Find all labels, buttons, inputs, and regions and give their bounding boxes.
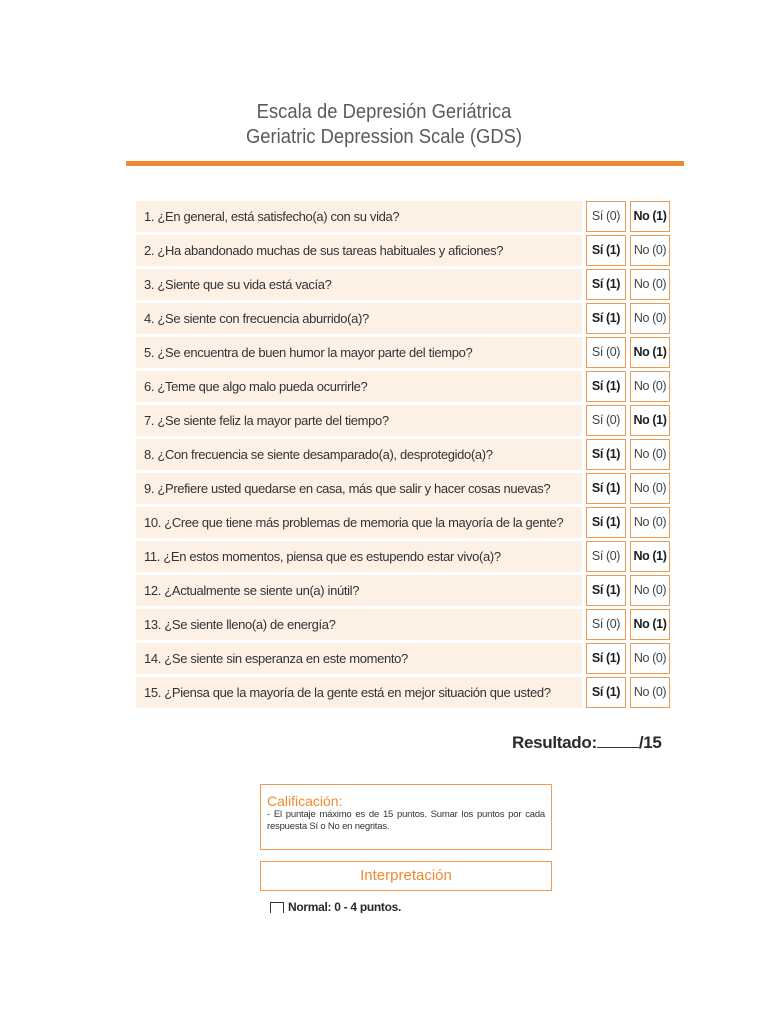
question-row xyxy=(136,269,676,300)
question-row xyxy=(136,677,676,708)
answer-si[interactable]: Sí (0) xyxy=(586,337,626,368)
answer-no[interactable]: No (0) xyxy=(630,235,670,266)
question-text: 8. ¿Con frecuencia se siente desamparado(a), desprotegido(a)? xyxy=(136,439,582,470)
question-text: 15. ¿Piensa que la mayoría de la gente está en mejor situación que usted? xyxy=(136,677,582,708)
answer-no[interactable]: No (0) xyxy=(630,575,670,606)
question-text: 10. ¿Cree que tiene más problemas de memoria que la mayoría de la gente? xyxy=(136,507,582,538)
question-row xyxy=(136,371,676,402)
answer-no[interactable]: No (0) xyxy=(630,473,670,504)
interpretation-normal-row xyxy=(260,897,560,913)
question-row xyxy=(136,575,676,606)
answer-no[interactable]: No (1) xyxy=(630,609,670,640)
answer-no[interactable]: No (0) xyxy=(630,269,670,300)
result-line xyxy=(512,733,662,753)
title-spanish: Escala de Depresión Geriátrica xyxy=(256,101,512,123)
answer-no[interactable]: No (1) xyxy=(630,405,670,436)
result-blank[interactable] xyxy=(597,733,639,748)
question-text: 14. ¿Se siente sin esperanza en este momento? xyxy=(136,643,582,674)
question-text: 7. ¿Se siente feliz la mayor parte del tiempo? xyxy=(136,405,582,436)
page-title xyxy=(31,100,738,150)
answer-no[interactable]: No (1) xyxy=(630,201,670,232)
answer-no[interactable]: No (0) xyxy=(630,643,670,674)
answer-si[interactable]: Sí (1) xyxy=(586,303,626,334)
answer-si[interactable]: Sí (0) xyxy=(586,541,626,572)
question-row xyxy=(136,507,676,538)
interpretation-header: Interpretación xyxy=(260,861,552,891)
result-label: Resultado: xyxy=(512,733,597,752)
answer-si[interactable]: Sí (1) xyxy=(586,473,626,504)
answer-no[interactable]: No (1) xyxy=(630,337,670,368)
answer-si[interactable]: Sí (1) xyxy=(586,507,626,538)
question-row xyxy=(136,303,676,334)
question-row xyxy=(136,201,676,232)
question-text: 1. ¿En general, está satisfecho(a) con su vida? xyxy=(136,201,582,232)
question-row xyxy=(136,541,676,572)
answer-si[interactable]: Sí (0) xyxy=(586,609,626,640)
answer-no[interactable]: No (0) xyxy=(630,677,670,708)
answer-si[interactable]: Sí (1) xyxy=(586,575,626,606)
normal-label: Normal: 0 - 4 puntos. xyxy=(288,900,402,913)
answer-si[interactable]: Sí (1) xyxy=(586,439,626,470)
answer-no[interactable]: No (0) xyxy=(630,303,670,334)
answer-si[interactable]: Sí (1) xyxy=(586,371,626,402)
scoring-box xyxy=(260,784,552,850)
answer-si[interactable]: Sí (1) xyxy=(586,643,626,674)
orange-divider xyxy=(126,161,684,166)
answer-no[interactable]: No (0) xyxy=(630,371,670,402)
question-row xyxy=(136,473,676,504)
question-text: 5. ¿Se encuentra de buen humor la mayor parte del tiempo? xyxy=(136,337,582,368)
answer-si[interactable]: Sí (1) xyxy=(586,269,626,300)
question-row xyxy=(136,643,676,674)
question-text: 2. ¿Ha abandonado muchas de sus tareas habituales y aficiones? xyxy=(136,235,582,266)
question-text: 12. ¿Actualmente se siente un(a) inútil? xyxy=(136,575,582,606)
title-english: Geriatric Depression Scale (GDS) xyxy=(245,126,523,148)
question-text: 4. ¿Se siente con frecuencia aburrido(a)? xyxy=(136,303,582,334)
question-row xyxy=(136,439,676,470)
answer-si[interactable]: Sí (0) xyxy=(586,405,626,436)
question-text: 11. ¿En estos momentos, piensa que es estupendo estar vivo(a)? xyxy=(136,541,582,572)
question-row xyxy=(136,337,676,368)
answer-no[interactable]: No (0) xyxy=(630,439,670,470)
question-row xyxy=(136,235,676,266)
questions-table xyxy=(136,201,676,711)
question-text: 6. ¿Teme que algo malo pueda ocurrirle? xyxy=(136,371,582,402)
question-text: 13. ¿Se siente lleno(a) de energía? xyxy=(136,609,582,640)
answer-si[interactable]: Sí (1) xyxy=(586,235,626,266)
answer-si[interactable]: Sí (0) xyxy=(586,201,626,232)
scoring-text: - El puntaje máximo es de 15 puntos. Sumar los puntos por cada respuesta Sí o No en negritas. xyxy=(267,809,545,832)
answer-no[interactable]: No (0) xyxy=(630,507,670,538)
result-total: /15 xyxy=(638,733,662,752)
question-text: 3. ¿Siente que su vida está vacía? xyxy=(136,269,582,300)
answer-no[interactable]: No (1) xyxy=(630,541,670,572)
question-row xyxy=(136,405,676,436)
normal-checkbox[interactable] xyxy=(270,902,284,913)
question-row xyxy=(136,609,676,640)
scoring-title: Calificación: xyxy=(267,793,343,809)
question-text: 9. ¿Prefiere usted quedarse en casa, más que salir y hacer cosas nuevas? xyxy=(136,473,582,504)
answer-si[interactable]: Sí (1) xyxy=(586,677,626,708)
